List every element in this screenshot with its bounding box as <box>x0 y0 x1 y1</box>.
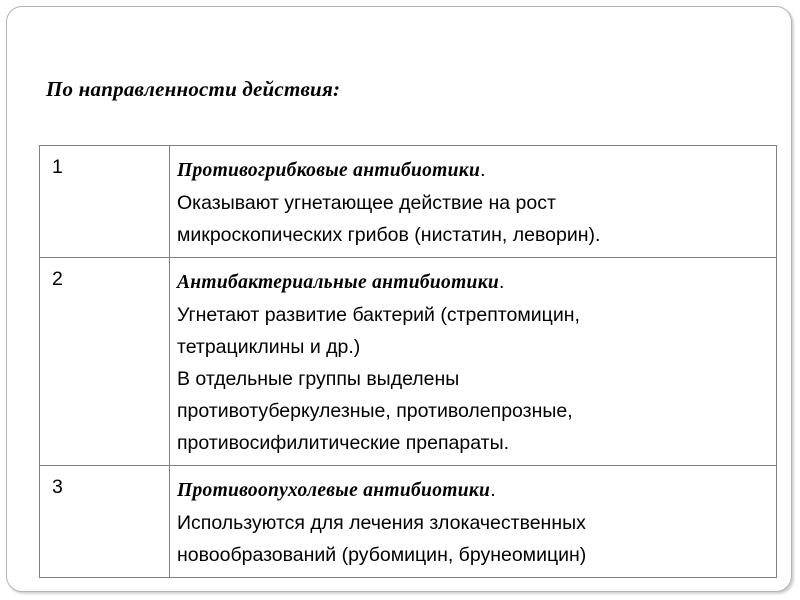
row-number: 3 <box>40 466 170 578</box>
row-number: 2 <box>40 258 170 466</box>
row-title: Противогрибковые антибиотики <box>177 160 481 181</box>
row-title: Антибактериальные антибиотики <box>177 272 500 293</box>
row-text-line: Оказывают угнетающее действие на рост <box>177 192 556 214</box>
row-title-line <box>177 474 766 507</box>
table-row <box>40 258 777 466</box>
classification-table <box>39 145 777 578</box>
row-text-line: тетрациклины и др.) <box>177 336 361 358</box>
row-text-line: В отдельные группы выделены <box>177 368 460 390</box>
slide-frame <box>6 6 792 592</box>
row-text-line: Угнетают развитие бактерий (стрептомицин, <box>177 304 580 326</box>
row-title-suffix: . <box>480 159 486 181</box>
row-description <box>170 146 777 258</box>
row-number: 1 <box>40 146 170 258</box>
row-title: Противоопухолевые антибиотики <box>177 480 491 501</box>
row-text-line: микроскопических грибов (нистатин, леворин). <box>177 224 601 246</box>
page-title: По направленности действия: <box>46 77 341 101</box>
row-description <box>170 466 777 578</box>
table-row <box>40 466 777 578</box>
row-text-line: противотуберкулезные, противолепрозные, <box>177 400 573 422</box>
row-title-line <box>177 154 766 187</box>
row-description <box>170 258 777 466</box>
row-title-suffix: . <box>499 271 505 293</box>
row-title-line <box>177 266 766 299</box>
row-text-line: Используются для лечения злокачественных <box>177 512 586 534</box>
table-row <box>40 146 777 258</box>
row-text-line: противосифилитические препараты. <box>177 432 510 454</box>
row-title-suffix: . <box>490 479 496 501</box>
row-text-line: новообразований (рубомицин, брунеомицин) <box>177 544 587 566</box>
